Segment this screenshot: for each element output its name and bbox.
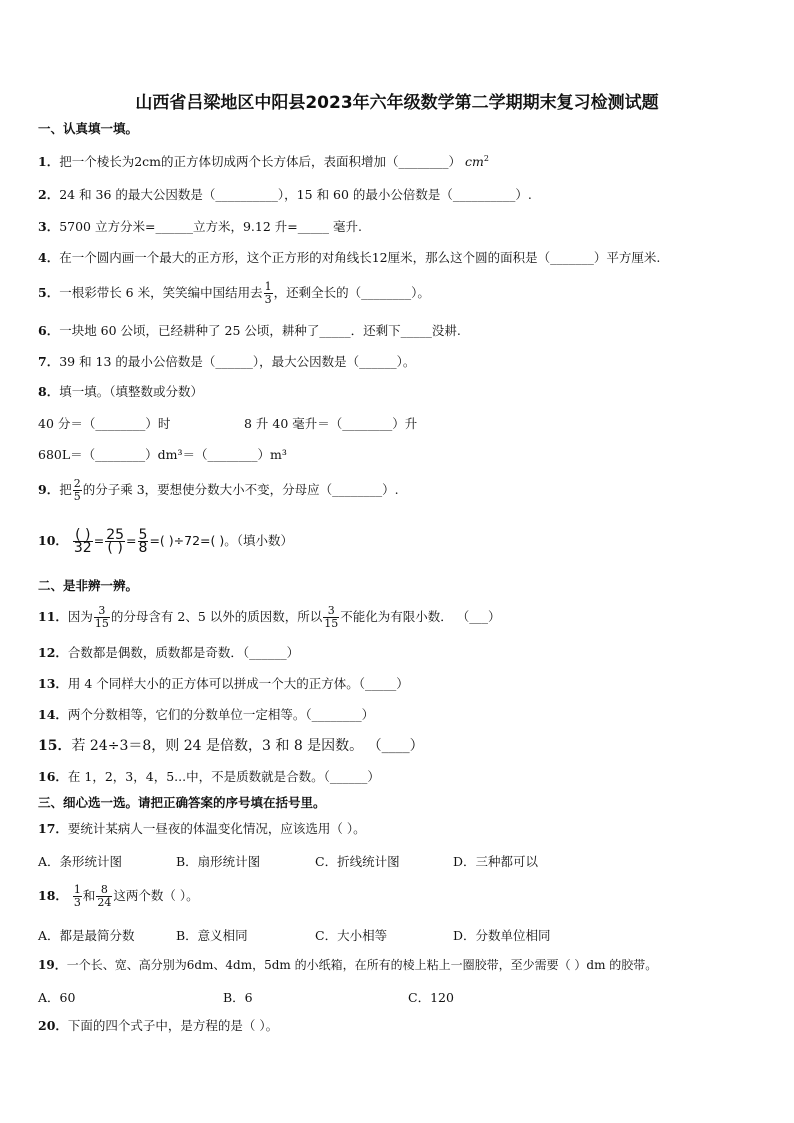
- question-number: 7．: [38, 354, 60, 369]
- question-14: [38, 707, 374, 723]
- fraction: [138, 529, 149, 554]
- option-b[interactable]: B．6: [223, 990, 253, 1005]
- question-number: 3．: [38, 219, 60, 234]
- denominator: 5: [73, 490, 81, 503]
- question-number: 11．: [38, 609, 68, 624]
- option-b[interactable]: B．意义相同: [176, 928, 248, 943]
- numerator: 3: [323, 605, 339, 618]
- question-16: [38, 769, 380, 785]
- denominator: 3: [264, 293, 272, 306]
- denominator: 32: [73, 540, 92, 556]
- question-15: [38, 738, 424, 754]
- question-number: 13．: [38, 676, 68, 691]
- question-text: 24 和 36 的最大公因数是（__________），15 和 60 的最小公倍数是（__________）.: [59, 187, 532, 202]
- question-text: 要统计某病人一昼夜的体温变化情况，应该选用（ ）。: [67, 821, 366, 836]
- denominator: 24: [97, 896, 112, 909]
- denominator: 15: [324, 617, 339, 630]
- question-text-tail: 的分子乘 3，要想使分数大小不变，分母应（________）.: [82, 482, 399, 497]
- question-number: 1．: [38, 154, 60, 170]
- question-text: 用 4 个同样大小的正方体可以拼成一个大的正方体。（_____）: [67, 676, 409, 691]
- question-number: 8．: [38, 384, 60, 399]
- fraction: [264, 281, 273, 306]
- page-title: 山西省吕梁地区中阳县2023年六年级数学第二学期期末复习检测试题: [135, 93, 659, 113]
- numerator: ( ): [73, 529, 93, 542]
- numerator: 25: [106, 527, 125, 543]
- question-number: 19．: [38, 958, 67, 972]
- question-text: 在一个圆内画一个最大的正方形，这个正方形的对角线长12厘米，那么这个圆的面积是（_______）平方厘米.: [59, 250, 661, 265]
- question-8: [38, 384, 203, 400]
- numerator: 1: [73, 883, 81, 896]
- question-8-part-a: 40 分＝（________）时: [38, 416, 171, 431]
- question-6: [38, 323, 461, 339]
- question-11: [38, 602, 501, 632]
- question-text: 把: [59, 482, 72, 497]
- option-a[interactable]: A．60: [38, 990, 76, 1005]
- question-text-tail: 不能化为有限小数． （___）: [340, 609, 501, 624]
- question-3: [38, 219, 362, 235]
- option-d[interactable]: D．分数单位相同: [453, 928, 551, 943]
- expression-tail: =( )÷72=( ): [149, 533, 225, 548]
- question-8-part-c: 680L＝（________）dm³＝（________）m³: [38, 447, 287, 462]
- question-text: 若 24÷3＝8，则 24 是倍数，3 和 8 是因数。 （____）: [71, 738, 424, 754]
- question-7: [38, 354, 415, 370]
- question-17: [38, 821, 366, 837]
- question-note: 。（填小数）: [224, 533, 293, 548]
- question-text: 把一个棱长为2cm的正方体切成两个长方体后，表面积增加（________）: [59, 154, 462, 170]
- question-text: 两个分数相等，它们的分数单位一定相等。（________）: [67, 707, 375, 722]
- question-text-tail: ，还剩全长的（________）。: [273, 285, 430, 300]
- question-1: [38, 151, 489, 170]
- question-5: [38, 278, 430, 308]
- option-c[interactable]: C．120: [408, 990, 454, 1005]
- section-3-heading: 三、细心选一选。请把正确答案的序号填在括号里。: [38, 795, 326, 810]
- fraction: [73, 478, 82, 503]
- question-text: 一个长、宽、高分别为6dm、4dm，5dm 的小纸箱，在所有的棱上粘上一圈胶带，至少需要（ ）dm 的胶带。: [66, 958, 658, 972]
- numerator: 2: [73, 477, 81, 490]
- question-number: 20．: [38, 1018, 68, 1033]
- option-d[interactable]: D．三种都可以: [453, 854, 539, 869]
- question-text: 合数都是偶数，质数都是奇数．（______）: [67, 645, 300, 660]
- question-12: [38, 645, 299, 661]
- question-10: [38, 523, 293, 559]
- fraction: [96, 884, 112, 909]
- numerator: 5: [138, 527, 148, 543]
- question-20: [38, 1018, 278, 1034]
- question-19: [38, 957, 657, 973]
- option-b[interactable]: B．扇形统计图: [176, 854, 261, 869]
- fraction: [323, 605, 339, 630]
- question-text-tail: 这两个数（ ）。: [113, 888, 199, 903]
- fraction: [105, 529, 125, 554]
- question-text: 填一填。（填整数或分数）: [59, 384, 203, 399]
- question-18: [38, 880, 199, 912]
- denominator: ( ): [107, 540, 123, 556]
- question-text: 在 1，2，3，4，5...中，不是质数就是合数。（______）: [67, 769, 380, 784]
- question-text: 一块地 60 公顷，已经耕种了 25 公顷，耕种了_____．还剩下_____没耕.: [59, 323, 461, 338]
- question-number: 17．: [38, 821, 68, 836]
- equals-sign: =: [93, 533, 105, 548]
- question-number: 18．: [38, 888, 68, 903]
- unit-label: cm: [465, 154, 484, 170]
- question-4: [38, 250, 660, 266]
- fraction: [94, 605, 110, 630]
- section-1-heading: 一、认真填一填。: [38, 121, 139, 136]
- fraction: [73, 884, 82, 909]
- question-8-part-b: 8 升 40 毫升＝（________）升: [244, 416, 418, 431]
- question-13: [38, 676, 409, 692]
- numerator: 1: [264, 280, 272, 293]
- denominator: 15: [94, 617, 109, 630]
- question-text: 5700 立方分米=______立方米，9.12 升=_____ 毫升.: [59, 219, 362, 234]
- question-number: 4．: [38, 250, 60, 265]
- section-2-heading: 二、是非辨一辨。: [38, 578, 139, 593]
- question-text: 一根彩带长 6 米，笑笑编中国结用去: [59, 285, 263, 300]
- question-number: 16．: [38, 769, 68, 784]
- question-number: 15．: [38, 738, 72, 754]
- question-number: 2．: [38, 187, 60, 202]
- option-a[interactable]: A．条形统计图: [38, 854, 123, 869]
- question-text: 39 和 13 的最小公倍数是（______），最大公因数是（______）。: [59, 354, 416, 369]
- question-text-middle: 的分母含有 2、5 以外的质因数，所以: [110, 609, 323, 624]
- option-c[interactable]: C．大小相等: [315, 928, 388, 943]
- question-number: 14．: [38, 707, 68, 722]
- question-2: [38, 187, 532, 203]
- question-text: 下面的四个式子中，是方程的是（ ）。: [67, 1018, 279, 1033]
- question-number: 12．: [38, 645, 68, 660]
- option-c[interactable]: C．折线统计图: [315, 854, 400, 869]
- denominator: 8: [138, 540, 148, 556]
- question-9: [38, 475, 399, 505]
- unit-exponent: 2: [483, 154, 489, 163]
- question-text: 因为: [67, 609, 93, 624]
- connector-text: 和: [82, 888, 96, 903]
- question-number: 9．: [38, 482, 60, 497]
- numerator: 3: [94, 605, 110, 618]
- numerator: 8: [96, 884, 112, 897]
- question-number: 6．: [38, 323, 60, 338]
- option-a[interactable]: A．都是最简分数: [38, 928, 135, 943]
- question-number: 10．: [38, 533, 68, 548]
- question-number: 5．: [38, 285, 60, 300]
- equals-sign: =: [126, 533, 137, 548]
- denominator: 3: [73, 896, 81, 909]
- fraction: [73, 529, 93, 554]
